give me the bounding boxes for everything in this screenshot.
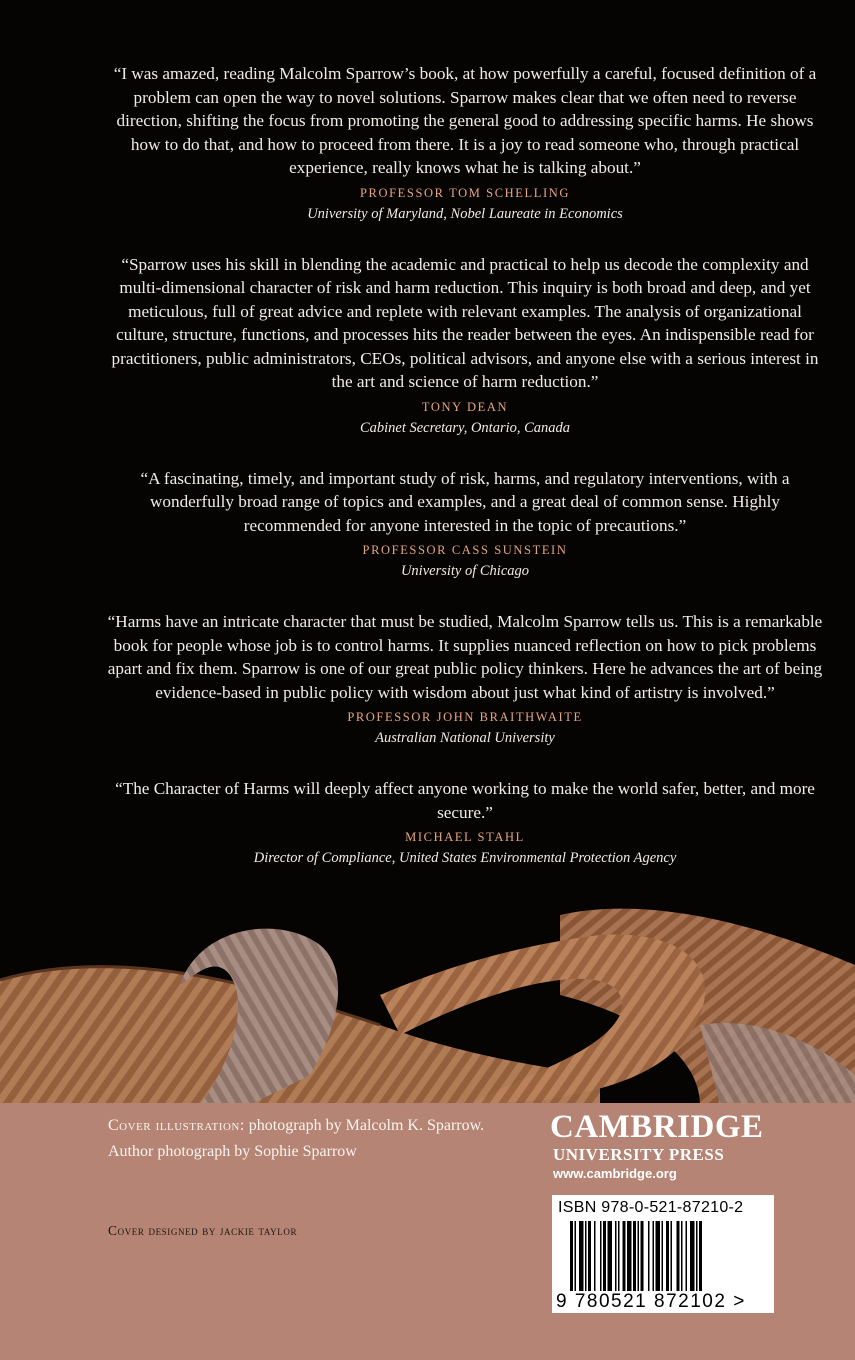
endorsement-quote: “I was amazed, reading Malcolm Sparrow’s book, at how powerfully a careful, focused definition of a problem can open the way to novel solutions. Sparrow makes clear that we often need to reverse direction, shifting the focus from promoting the general good to addressing specific harms. He shows how to do that, and how to proceed from there. It is a joy to read someone who, through practical experience, really knows what he is talking about.” — [113, 64, 817, 177]
endorsement — [100, 467, 830, 583]
endorsement-affiliation: University of Maryland, Nobel Laureate in Economics — [307, 205, 623, 222]
publisher-name: CAMBRIDGE — [550, 1109, 764, 1145]
endorsement-quote: “Sparrow uses his skill in blending the academic and practical to help us decode the complexity and multi-dimensional character of risk and harm reduction. This inquiry is both broad and deep, and yet meticulous, full of great advice and replete with relevant examples. The analysis of organizational culture, structure, functions, and processes hits the reader between the eyes. An indispensible read for practitioners, public administrators, CEOs, political advisors, and anyone else with a serious interest in the art and science of harm reduction.” — [111, 254, 819, 391]
endorsement — [100, 62, 830, 225]
cover-designer: Cover designed by jackie taylor — [108, 1223, 298, 1238]
endorsements — [100, 62, 830, 897]
cover-credit-label: Cover illustration: — [108, 1117, 245, 1134]
publisher-subtitle: UNIVERSITY PRESS — [553, 1145, 725, 1164]
barcode-bars — [570, 1221, 766, 1291]
cover-credit-text: photograph by Malcolm K. Sparrow. Author photograph by Sophie Sparrow — [108, 1117, 485, 1160]
endorsement-name: PROFESSOR CASS SUNSTEIN — [362, 543, 568, 557]
endorsement-name: PROFESSOR JOHN BRAITHWAITE — [347, 710, 583, 724]
isbn-label: ISBN 978-0-521-87210-2 — [558, 1199, 744, 1216]
publisher-url: www.cambridge.org — [553, 1166, 677, 1181]
barcode-digits: 9 780521 872102 > — [556, 1291, 746, 1312]
endorsement-quote: “The Character of Harms will deeply affect anyone working to make the world safer, better, and more secure.” — [115, 779, 815, 822]
endorsement-quote: “Harms have an intricate character that must be studied, Malcolm Sparrow tells us. This is a remarkable book for people whose job is to control harms. It supplies nuanced reflection on how to pick problems apart and fix them. Sparrow is one of our great public policy thinkers. Here he advances the art of being evidence-based in public policy with wisdom about just what kind of artistry is involved.” — [107, 612, 823, 702]
endorsement-affiliation: Cabinet Secretary, Ontario, Canada — [359, 419, 571, 436]
endorsement — [100, 777, 830, 869]
endorsement — [100, 253, 830, 439]
cover-credit — [108, 1113, 488, 1165]
isbn-barcode — [552, 1195, 774, 1313]
endorsement-name: PROFESSOR TOM SCHELLING — [360, 185, 570, 200]
endorsement-affiliation: Australian National University — [375, 730, 555, 746]
cover-footer — [0, 1103, 855, 1360]
endorsement-quote: “A fascinating, timely, and important study of risk, harms, and regulatory interventions, with a wonderfully broad range of topics and examples, and a great deal of common sense. Highly recommended for anyone interested in the topic of precautions.” — [140, 468, 790, 535]
endorsement-affiliation: Director of Compliance, United States Environmental Protection Agency — [253, 850, 677, 866]
endorsement-name: MICHAEL STAHL — [405, 830, 525, 844]
endorsement — [100, 610, 830, 749]
endorsement-name: TONY DEAN — [421, 399, 509, 414]
endorsement-affiliation: University of Chicago — [400, 563, 530, 579]
rope-knot-illustration — [0, 875, 855, 1105]
publisher-logo — [550, 1109, 780, 1183]
